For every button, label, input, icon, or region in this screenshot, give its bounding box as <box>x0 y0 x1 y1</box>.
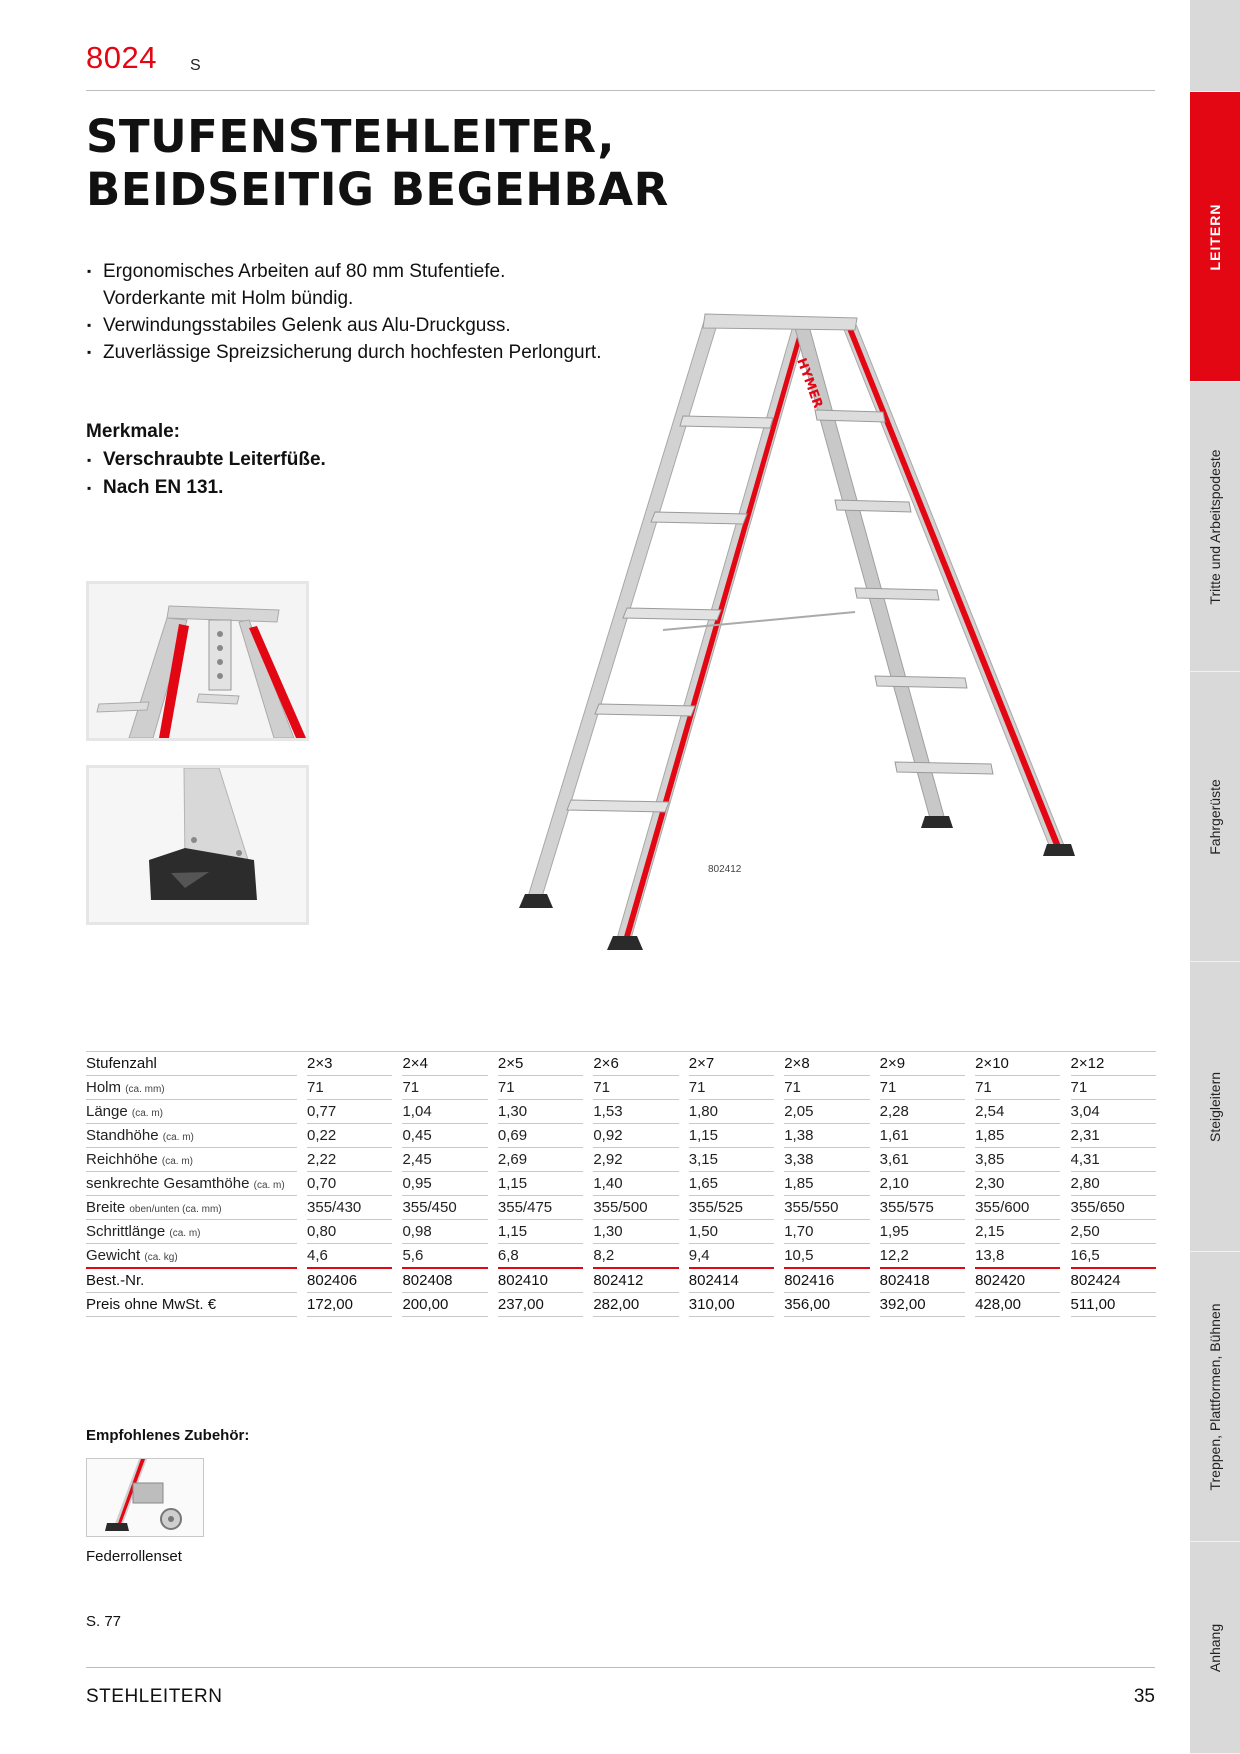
cell-gap <box>965 1076 975 1100</box>
row-label <box>86 1269 297 1293</box>
table-cell: 0,70 <box>307 1172 392 1196</box>
row-label <box>86 1051 297 1076</box>
cell-gap <box>1060 1100 1070 1124</box>
table-cell: 802408 <box>402 1269 487 1293</box>
row-label <box>86 1100 297 1124</box>
cell-gap <box>392 1148 402 1172</box>
features-list <box>86 418 326 502</box>
row-label-text: senkrechte Gesamthöhe <box>86 1175 250 1192</box>
cell-gap <box>488 1148 498 1172</box>
table-cell: 1,30 <box>593 1220 678 1244</box>
row-label-text: Stufenzahl <box>86 1055 157 1072</box>
cell-gap <box>870 1220 880 1244</box>
table-cell: 1,15 <box>689 1124 774 1148</box>
table-cell: 802416 <box>784 1269 869 1293</box>
cell-gap <box>583 1220 593 1244</box>
cell-gap <box>583 1196 593 1220</box>
table-cell: 0,92 <box>593 1124 678 1148</box>
brand-logo-text: HYMER <box>793 356 826 411</box>
table-cell: 2,30 <box>975 1172 1060 1196</box>
table-cell: 1,85 <box>784 1172 869 1196</box>
cell-gap <box>965 1148 975 1172</box>
row-label <box>86 1172 297 1196</box>
foot-detail-illustration <box>89 768 306 922</box>
table-cell: 71 <box>1071 1076 1156 1100</box>
cell-gap <box>488 1269 498 1293</box>
cell-gap <box>965 1196 975 1220</box>
cell-gap <box>870 1100 880 1124</box>
table-cell: 1,38 <box>784 1124 869 1148</box>
ladder-product-image <box>505 300 1095 960</box>
table-cell: 1,40 <box>593 1172 678 1196</box>
cell-gap <box>392 1100 402 1124</box>
cell-gap <box>1060 1244 1070 1269</box>
cell-gap <box>679 1244 689 1269</box>
spec-table <box>86 1051 1156 1317</box>
table-cell: 71 <box>784 1076 869 1100</box>
row-label-text: Best.-Nr. <box>86 1272 145 1289</box>
description-item: ▪ Ergonomisches Arbeiten auf 80 mm Stufentiefe. Vorderkante mit Holm bündig. <box>86 258 606 312</box>
tab-steigleitern[interactable] <box>1190 962 1240 1252</box>
table-row <box>86 1148 1156 1172</box>
cell-gap <box>1060 1172 1070 1196</box>
table-cell: 355/550 <box>784 1196 869 1220</box>
cell-gap <box>392 1172 402 1196</box>
footer-section-title: STEHLEITERN <box>86 1686 223 1707</box>
row-label <box>86 1076 297 1100</box>
cell-gap <box>488 1051 498 1076</box>
cell-gap <box>774 1051 784 1076</box>
cell-gap <box>774 1244 784 1269</box>
row-label-text: Preis ohne MwSt. € <box>86 1296 217 1313</box>
table-cell: 355/600 <box>975 1196 1060 1220</box>
cell-gap <box>392 1124 402 1148</box>
cell-gap <box>774 1220 784 1244</box>
cell-gap <box>583 1148 593 1172</box>
table-cell: 237,00 <box>498 1293 583 1317</box>
cell-gap <box>583 1051 593 1076</box>
cell-gap <box>1060 1293 1070 1317</box>
cell-gap <box>870 1293 880 1317</box>
table-cell: 3,61 <box>880 1148 965 1172</box>
cell-gap <box>297 1220 307 1244</box>
row-unit: (ca. mm) <box>125 1084 165 1095</box>
table-cell: 1,53 <box>593 1100 678 1124</box>
table-cell: 511,00 <box>1071 1293 1156 1317</box>
cell-gap <box>774 1293 784 1317</box>
cell-gap <box>488 1100 498 1124</box>
accessory-image[interactable] <box>86 1458 204 1537</box>
cell-gap <box>679 1220 689 1244</box>
cell-gap <box>297 1076 307 1100</box>
cell-gap <box>1060 1124 1070 1148</box>
footer-divider <box>86 1667 1155 1668</box>
table-cell: 802406 <box>307 1269 392 1293</box>
cell-gap <box>1060 1076 1070 1100</box>
cell-gap <box>870 1148 880 1172</box>
cell-gap <box>679 1148 689 1172</box>
cell-gap <box>870 1269 880 1293</box>
table-cell: 12,2 <box>880 1244 965 1269</box>
hinge-detail-illustration <box>89 584 306 738</box>
cell-gap <box>583 1244 593 1269</box>
table-row <box>86 1100 1156 1124</box>
cell-gap <box>392 1244 402 1269</box>
table-cell: 355/650 <box>1071 1196 1156 1220</box>
features-heading: Merkmale: <box>86 421 180 442</box>
cell-gap <box>297 1100 307 1124</box>
sidebar-spacer <box>1190 0 1240 92</box>
cell-gap <box>1060 1269 1070 1293</box>
cell-gap <box>965 1293 975 1317</box>
table-cell: 71 <box>880 1076 965 1100</box>
cell-gap <box>870 1076 880 1100</box>
table-cell: 2,15 <box>975 1220 1060 1244</box>
cell-gap <box>392 1293 402 1317</box>
row-label-text: Gewicht <box>86 1247 141 1264</box>
row-label-text: Standhöhe <box>86 1127 159 1144</box>
table-cell: 1,70 <box>784 1220 869 1244</box>
row-label <box>86 1196 297 1220</box>
cell-gap <box>583 1269 593 1293</box>
table-cell: 0,77 <box>307 1100 392 1124</box>
table-cell: 282,00 <box>593 1293 678 1317</box>
table-row <box>86 1244 1156 1269</box>
cell-gap <box>297 1124 307 1148</box>
row-unit: (ca. m) <box>131 1108 163 1119</box>
table-cell: 1,04 <box>402 1100 487 1124</box>
cell-gap <box>488 1293 498 1317</box>
table-cell: 2×10 <box>975 1051 1060 1076</box>
table-cell: 2×12 <box>1071 1051 1156 1076</box>
table-cell: 0,95 <box>402 1172 487 1196</box>
tab-treppen-label: Treppen, Plattformen, Bühnen <box>1207 1303 1223 1491</box>
accessory-page-reference: S. 77 <box>86 1613 122 1630</box>
table-cell: 355/500 <box>593 1196 678 1220</box>
row-label-text: Reichhöhe <box>86 1151 158 1168</box>
cell-gap <box>488 1244 498 1269</box>
price-row <box>86 1293 1156 1317</box>
row-unit: (ca. kg) <box>144 1252 178 1263</box>
cell-gap <box>774 1196 784 1220</box>
accessory-name: Federrollenset <box>86 1548 182 1565</box>
table-cell: 310,00 <box>689 1293 774 1317</box>
row-label-text: Schrittlänge <box>86 1223 166 1240</box>
table-cell: 2,10 <box>880 1172 965 1196</box>
cell-gap <box>1060 1148 1070 1172</box>
cell-gap <box>679 1269 689 1293</box>
cell-gap <box>965 1244 975 1269</box>
table-cell: 13,8 <box>975 1244 1060 1269</box>
cell-gap <box>297 1269 307 1293</box>
table-cell: 2,45 <box>402 1148 487 1172</box>
row-unit: (ca. m) <box>169 1228 201 1239</box>
table-cell: 71 <box>402 1076 487 1100</box>
accessories-heading: Empfohlenes Zubehör: <box>86 1427 250 1444</box>
table-cell: 71 <box>689 1076 774 1100</box>
table-cell: 4,6 <box>307 1244 392 1269</box>
description-item: ▪ Verwindungsstabiles Gelenk aus Alu-Druckguss. <box>86 312 606 339</box>
cell-gap <box>965 1172 975 1196</box>
table-cell: 1,50 <box>689 1220 774 1244</box>
tab-tritte-und-arbeitspodeste[interactable] <box>1190 382 1240 672</box>
tab-leitern-label: LEITERN <box>1207 203 1223 271</box>
row-unit: (ca. m) <box>161 1156 193 1167</box>
cell-gap <box>392 1196 402 1220</box>
cell-gap <box>392 1220 402 1244</box>
page-title <box>86 110 669 216</box>
table-cell: 6,8 <box>498 1244 583 1269</box>
row-unit: (ca. m) <box>162 1132 194 1143</box>
table-cell: 1,95 <box>880 1220 965 1244</box>
table-row <box>86 1172 1156 1196</box>
table-cell: 2×4 <box>402 1051 487 1076</box>
cell-gap <box>297 1196 307 1220</box>
table-header-row <box>86 1051 1156 1076</box>
table-cell: 355/450 <box>402 1196 487 1220</box>
table-cell: 3,38 <box>784 1148 869 1172</box>
cell-gap <box>774 1076 784 1100</box>
cell-gap <box>679 1051 689 1076</box>
cell-gap <box>774 1100 784 1124</box>
table-cell: 802410 <box>498 1269 583 1293</box>
cell-gap <box>297 1148 307 1172</box>
table-cell: 71 <box>498 1076 583 1100</box>
cell-gap <box>965 1100 975 1124</box>
table-cell: 392,00 <box>880 1293 965 1317</box>
cell-gap <box>774 1172 784 1196</box>
cell-gap <box>392 1269 402 1293</box>
table-cell: 3,15 <box>689 1148 774 1172</box>
table-cell: 2×5 <box>498 1051 583 1076</box>
table-cell: 2,92 <box>593 1148 678 1172</box>
page-title-line-2: BEIDSEITIG BEGEHBAR <box>86 163 669 216</box>
table-cell: 71 <box>975 1076 1060 1100</box>
description-item: ▪ Zuverlässige Spreizsicherung durch hochfesten Perlongurt. <box>86 339 606 366</box>
cell-gap <box>774 1148 784 1172</box>
cell-gap <box>870 1244 880 1269</box>
tab-anhang-label: Anhang <box>1207 1623 1223 1673</box>
cell-gap <box>583 1100 593 1124</box>
table-cell: 355/525 <box>689 1196 774 1220</box>
tab-anhang[interactable] <box>1190 1542 1240 1754</box>
cell-gap <box>1060 1196 1070 1220</box>
cell-gap <box>965 1269 975 1293</box>
table-cell: 3,04 <box>1071 1100 1156 1124</box>
table-cell: 172,00 <box>307 1293 392 1317</box>
table-cell: 4,31 <box>1071 1148 1156 1172</box>
table-cell: 71 <box>593 1076 678 1100</box>
tab-fahrgerueste-label: Fahrgerüste <box>1207 779 1223 855</box>
cell-gap <box>583 1172 593 1196</box>
cell-gap <box>965 1124 975 1148</box>
cell-gap <box>774 1269 784 1293</box>
table-cell: 0,80 <box>307 1220 392 1244</box>
cell-gap <box>870 1196 880 1220</box>
row-label <box>86 1124 297 1148</box>
table-cell: 2×7 <box>689 1051 774 1076</box>
row-label <box>86 1293 297 1317</box>
cell-gap <box>679 1076 689 1100</box>
cell-gap <box>583 1076 593 1100</box>
page-title-line-1: STUFENSTEHLEITER, <box>86 110 615 163</box>
table-cell: 1,61 <box>880 1124 965 1148</box>
table-cell: 5,6 <box>402 1244 487 1269</box>
table-cell: 2×6 <box>593 1051 678 1076</box>
table-row <box>86 1124 1156 1148</box>
table-row <box>86 1076 1156 1100</box>
row-label-text: Holm <box>86 1079 122 1096</box>
order-number-row <box>86 1269 1156 1293</box>
cell-gap <box>392 1051 402 1076</box>
row-label <box>86 1220 297 1244</box>
table-row <box>86 1196 1156 1220</box>
hinge-detail-image <box>86 581 309 741</box>
row-label-text: Breite <box>86 1199 126 1216</box>
foot-detail-image <box>86 765 309 925</box>
cell-gap <box>965 1220 975 1244</box>
table-cell: 16,5 <box>1071 1244 1156 1269</box>
cell-gap <box>1060 1051 1070 1076</box>
table-cell: 2,80 <box>1071 1172 1156 1196</box>
row-label <box>86 1148 297 1172</box>
cell-gap <box>297 1172 307 1196</box>
table-cell: 355/575 <box>880 1196 965 1220</box>
table-cell: 355/430 <box>307 1196 392 1220</box>
cell-gap <box>488 1196 498 1220</box>
cell-gap <box>297 1244 307 1269</box>
table-cell: 8,2 <box>593 1244 678 1269</box>
table-cell: 1,65 <box>689 1172 774 1196</box>
feature-item: ▪ Nach EN 131. <box>86 474 326 502</box>
table-cell: 428,00 <box>975 1293 1060 1317</box>
table-cell: 200,00 <box>402 1293 487 1317</box>
table-cell: 1,30 <box>498 1100 583 1124</box>
cell-gap <box>488 1124 498 1148</box>
cell-gap <box>965 1051 975 1076</box>
table-cell: 9,4 <box>689 1244 774 1269</box>
table-cell: 802420 <box>975 1269 1060 1293</box>
tab-leitern[interactable] <box>1190 92 1240 382</box>
cell-gap <box>774 1124 784 1148</box>
table-cell: 2,31 <box>1071 1124 1156 1148</box>
cell-gap <box>679 1172 689 1196</box>
table-cell: 802412 <box>593 1269 678 1293</box>
cell-gap <box>679 1124 689 1148</box>
tab-treppen-plattformen-buehnen[interactable] <box>1190 1252 1240 1542</box>
table-cell: 2,69 <box>498 1148 583 1172</box>
table-cell: 356,00 <box>784 1293 869 1317</box>
tab-fahrgerueste[interactable] <box>1190 672 1240 962</box>
table-cell: 2×9 <box>880 1051 965 1076</box>
cell-gap <box>870 1172 880 1196</box>
table-cell: 2,28 <box>880 1100 965 1124</box>
model-number: 8024 <box>86 40 157 75</box>
table-cell: 0,22 <box>307 1124 392 1148</box>
product-image-label: 802412 <box>708 864 742 875</box>
table-cell: 802418 <box>880 1269 965 1293</box>
table-cell: 3,85 <box>975 1148 1060 1172</box>
cell-gap <box>392 1076 402 1100</box>
table-cell: 71 <box>307 1076 392 1100</box>
cell-gap <box>870 1124 880 1148</box>
cell-gap <box>488 1076 498 1100</box>
cell-gap <box>583 1124 593 1148</box>
table-cell: 0,98 <box>402 1220 487 1244</box>
table-cell: 0,69 <box>498 1124 583 1148</box>
table-cell: 1,80 <box>689 1100 774 1124</box>
row-unit: oben/unten (ca. mm) <box>129 1204 222 1215</box>
table-cell: 0,45 <box>402 1124 487 1148</box>
table-cell: 1,15 <box>498 1220 583 1244</box>
table-cell: 2,05 <box>784 1100 869 1124</box>
cell-gap <box>488 1172 498 1196</box>
table-cell: 1,85 <box>975 1124 1060 1148</box>
cell-gap <box>583 1293 593 1317</box>
cell-gap <box>870 1051 880 1076</box>
table-cell: 2,54 <box>975 1100 1060 1124</box>
page-number: 35 <box>1133 1686 1155 1707</box>
table-cell: 2,50 <box>1071 1220 1156 1244</box>
cell-gap <box>679 1293 689 1317</box>
row-unit: (ca. m) <box>253 1180 285 1191</box>
row-label <box>86 1244 297 1269</box>
table-cell: 2,22 <box>307 1148 392 1172</box>
table-cell: 802424 <box>1071 1269 1156 1293</box>
cell-gap <box>488 1220 498 1244</box>
cell-gap <box>679 1100 689 1124</box>
feature-item: ▪ Verschraubte Leiterfüße. <box>86 446 326 474</box>
table-cell: 2×3 <box>307 1051 392 1076</box>
row-label-text: Länge <box>86 1103 128 1120</box>
table-cell: 2×8 <box>784 1051 869 1076</box>
table-cell: 355/475 <box>498 1196 583 1220</box>
tab-steigleitern-label: Steigleitern <box>1207 1071 1223 1143</box>
cell-gap <box>297 1051 307 1076</box>
table-cell: 802414 <box>689 1269 774 1293</box>
cell-gap <box>297 1293 307 1317</box>
table-cell: 1,15 <box>498 1172 583 1196</box>
table-cell: 10,5 <box>784 1244 869 1269</box>
cell-gap <box>1060 1220 1070 1244</box>
header-divider <box>86 90 1155 91</box>
model-suffix: S <box>190 57 201 74</box>
table-row <box>86 1220 1156 1244</box>
chapter-sidebar <box>1190 0 1240 1754</box>
caster-wheel-illustration <box>87 1459 203 1536</box>
cell-gap <box>679 1196 689 1220</box>
tab-tritte-label: Tritte und Arbeitspodeste <box>1207 449 1223 605</box>
